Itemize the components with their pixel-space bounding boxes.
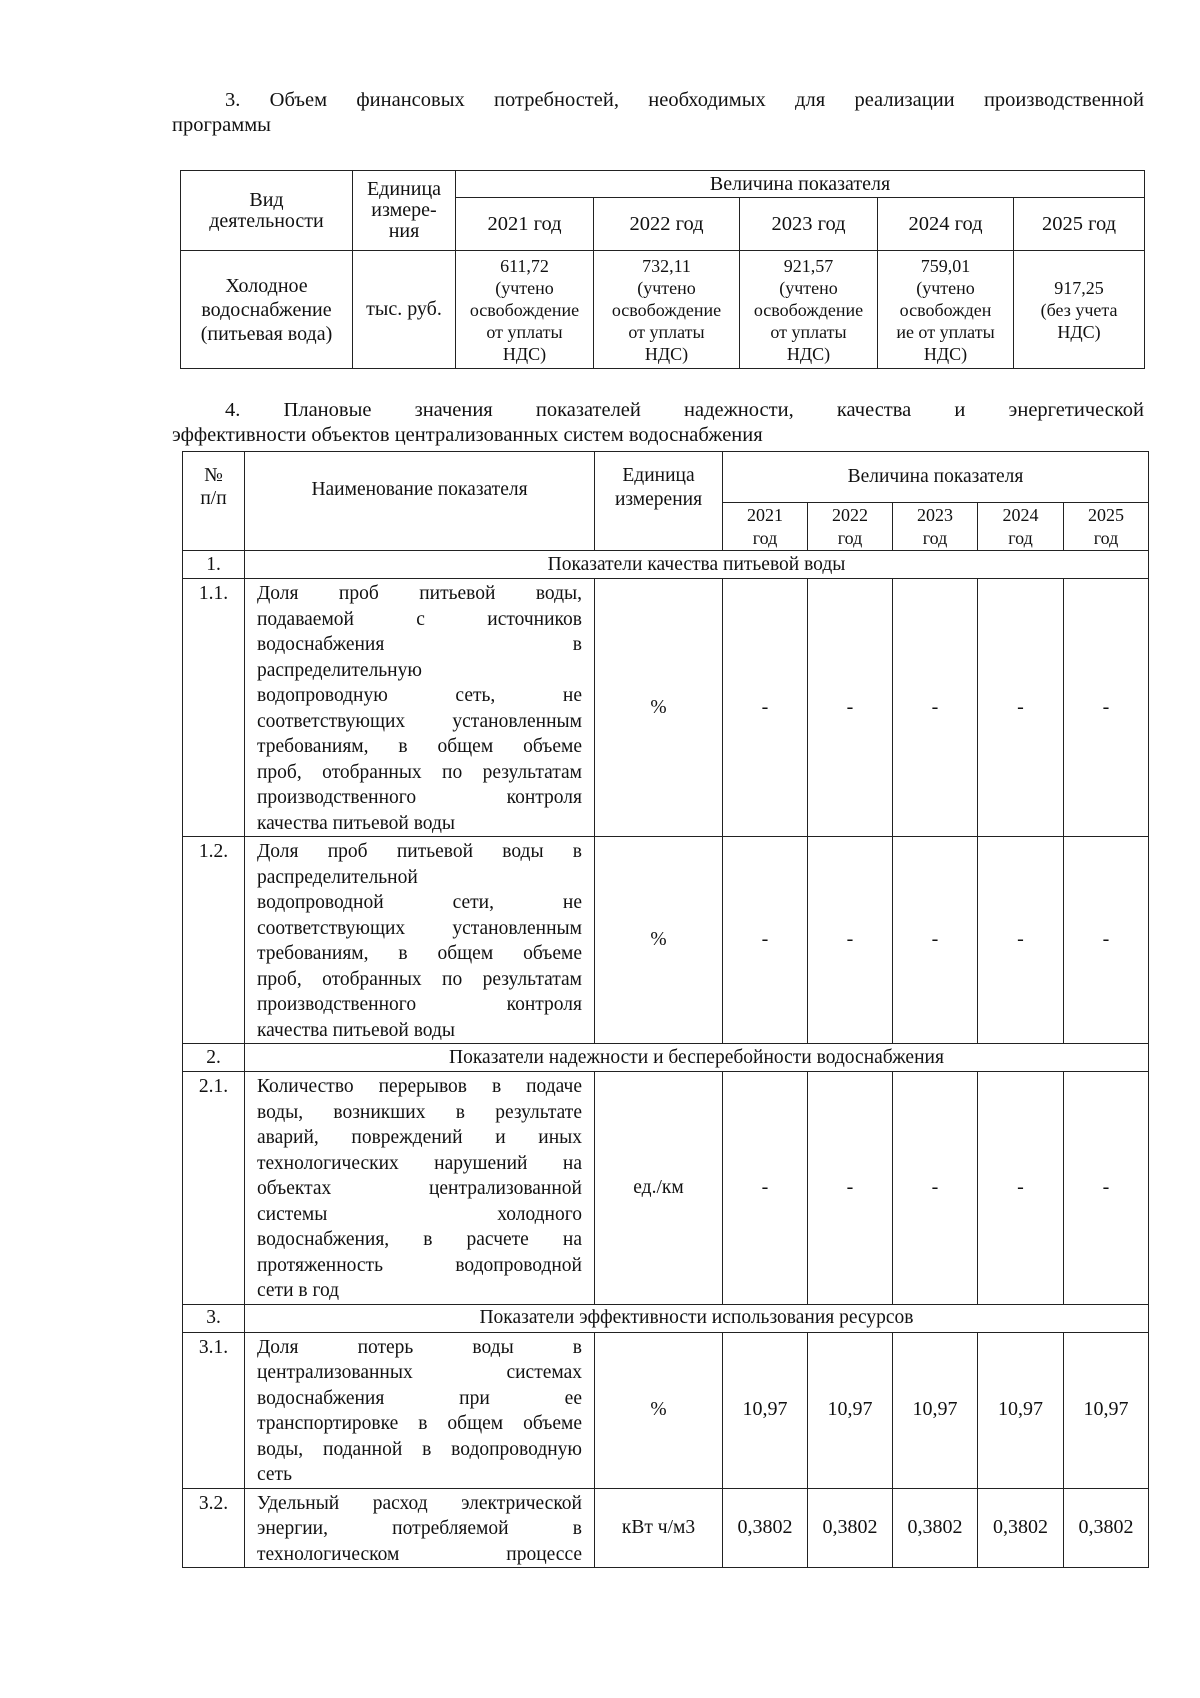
section-title: Показатели надежности и бесперебойности водоснабжения	[245, 1044, 1149, 1072]
value-cell: 0,3802	[1064, 1488, 1149, 1568]
unit-cell: ед./км	[595, 1072, 723, 1305]
section-4-heading-line-1: 4. Плановые значения показателей надежности, качества и энергетической	[225, 399, 1144, 421]
header-year-2024: 2024 год	[978, 503, 1064, 551]
section-title: Показатели эффективности использования ресурсов	[245, 1304, 1149, 1332]
section-number: 1.	[183, 551, 245, 579]
value-cell: -	[808, 837, 893, 1044]
header-year-2022: 2022 год	[594, 198, 740, 251]
indicator-description: Доля проб питьевой воды, подаваемой с источников водоснабжения в распределительную водопроводную сеть, не соответствующих установленным требованиям, в общем объеме проб, отобранных по результатам производственного контроля качества питьевой воды	[245, 579, 595, 837]
unit-cell: %	[595, 837, 723, 1044]
section-3-heading	[172, 88, 1144, 138]
header-indicator-value: Величина показателя	[723, 452, 1149, 503]
header-unit: Единица измерения	[595, 452, 723, 551]
value-2023-cell: 921,57 (учтено освобождение от уплаты НДС)	[740, 251, 878, 369]
unit-cell: кВт ч/м3	[595, 1488, 723, 1568]
value-cell: 10,97	[893, 1332, 978, 1488]
header-unit: Единица измере- ния	[353, 171, 456, 251]
section-title: Показатели качества питьевой воды	[245, 551, 1149, 579]
row-number: 3.2.	[183, 1488, 245, 1568]
section-row	[183, 1044, 1149, 1072]
header-indicator-name: Наименование показателя	[245, 452, 595, 551]
indicator-description: Удельный расход электрической энергии, потребляемой в технологическом процессе	[245, 1488, 595, 1568]
value-cell: -	[1064, 579, 1149, 837]
row-number: 1.2.	[183, 837, 245, 1044]
value-cell: 10,97	[978, 1332, 1064, 1488]
header-year-2023: 2023 год	[893, 503, 978, 551]
header-year-2024: 2024 год	[878, 198, 1014, 251]
header-year-2023: 2023 год	[740, 198, 878, 251]
table-row	[183, 579, 1149, 837]
header-year-2021: 2021 год	[456, 198, 594, 251]
section-4-heading	[172, 398, 1144, 448]
header-activity-type: Вид деятельности	[181, 171, 353, 251]
value-cell: -	[893, 837, 978, 1044]
indicator-description: Доля потерь воды в централизованных системах водоснабжения при ее транспортировке в общем объеме воды, поданной в водопроводную сеть	[245, 1332, 595, 1488]
row-number: 1.1.	[183, 579, 245, 837]
value-2025-cell: 917,25 (без учета НДС)	[1014, 251, 1145, 369]
table-row	[183, 1332, 1149, 1488]
value-cell: 0,3802	[978, 1488, 1064, 1568]
indicator-description: Количество перерывов в подаче воды, возникших в результате аварий, повреждений и иных технологических нарушений на объектах централизованной системы холодного водоснабжения, в расчете на протяженность водопроводной сети в год	[245, 1072, 595, 1305]
header-year-2021: 2021 год	[723, 503, 808, 551]
indicators-table	[182, 451, 1149, 1568]
header-number: № п/п	[183, 452, 245, 551]
value-cell: 10,97	[808, 1332, 893, 1488]
section-number: 3.	[183, 1304, 245, 1332]
section-row	[183, 1304, 1149, 1332]
value-2021-cell: 611,72 (учтено освобождение от уплаты НДС)	[456, 251, 594, 369]
value-cell: 10,97	[1064, 1332, 1149, 1488]
unit-cell: %	[595, 1332, 723, 1488]
indicator-description: Доля проб питьевой воды в распределительной водопроводной сети, не соответствующих установленным требованиям, в общем объеме проб, отобранных по результатам производственного контроля качества питьевой воды	[245, 837, 595, 1044]
value-cell: -	[978, 579, 1064, 837]
value-cell: -	[723, 579, 808, 837]
value-cell: 0,3802	[893, 1488, 978, 1568]
row-number: 2.1.	[183, 1072, 245, 1305]
value-cell: -	[893, 1072, 978, 1305]
value-cell: -	[978, 1072, 1064, 1305]
value-cell: 10,97	[723, 1332, 808, 1488]
value-2024-cell: 759,01 (учтено освобожден ие от уплаты НДС)	[878, 251, 1014, 369]
value-cell: 0,3802	[723, 1488, 808, 1568]
value-cell: -	[808, 579, 893, 837]
value-cell: -	[893, 579, 978, 837]
section-3-heading-line-1: 3. Объем финансовых потребностей, необходимых для реализации производственной	[225, 89, 1144, 111]
row-number: 3.1.	[183, 1332, 245, 1488]
financial-needs-table	[180, 170, 1145, 369]
table-row	[183, 1488, 1149, 1568]
value-cell: -	[723, 837, 808, 1044]
value-cell: -	[978, 837, 1064, 1044]
section-number: 2.	[183, 1044, 245, 1072]
activity-cell: Холодное водоснабжение (питьевая вода)	[181, 251, 353, 369]
section-3-heading-line-2: программы	[172, 114, 271, 136]
value-cell: 0,3802	[808, 1488, 893, 1568]
unit-cell: тыс. руб.	[353, 251, 456, 369]
value-cell: -	[1064, 1072, 1149, 1305]
table-row	[181, 251, 1145, 369]
table-row	[183, 1072, 1149, 1305]
value-cell: -	[1064, 837, 1149, 1044]
header-year-2025: 2025 год	[1014, 198, 1145, 251]
section-row	[183, 551, 1149, 579]
header-indicator-value: Величина показателя	[456, 171, 1145, 198]
value-cell: -	[723, 1072, 808, 1305]
value-cell: -	[808, 1072, 893, 1305]
value-2022-cell: 732,11 (учтено освобождение от уплаты НДС)	[594, 251, 740, 369]
table-row	[183, 837, 1149, 1044]
header-year-2025: 2025 год	[1064, 503, 1149, 551]
section-4-heading-line-2: эффективности объектов централизованных систем водоснабжения	[172, 424, 763, 446]
unit-cell: %	[595, 579, 723, 837]
header-year-2022: 2022 год	[808, 503, 893, 551]
